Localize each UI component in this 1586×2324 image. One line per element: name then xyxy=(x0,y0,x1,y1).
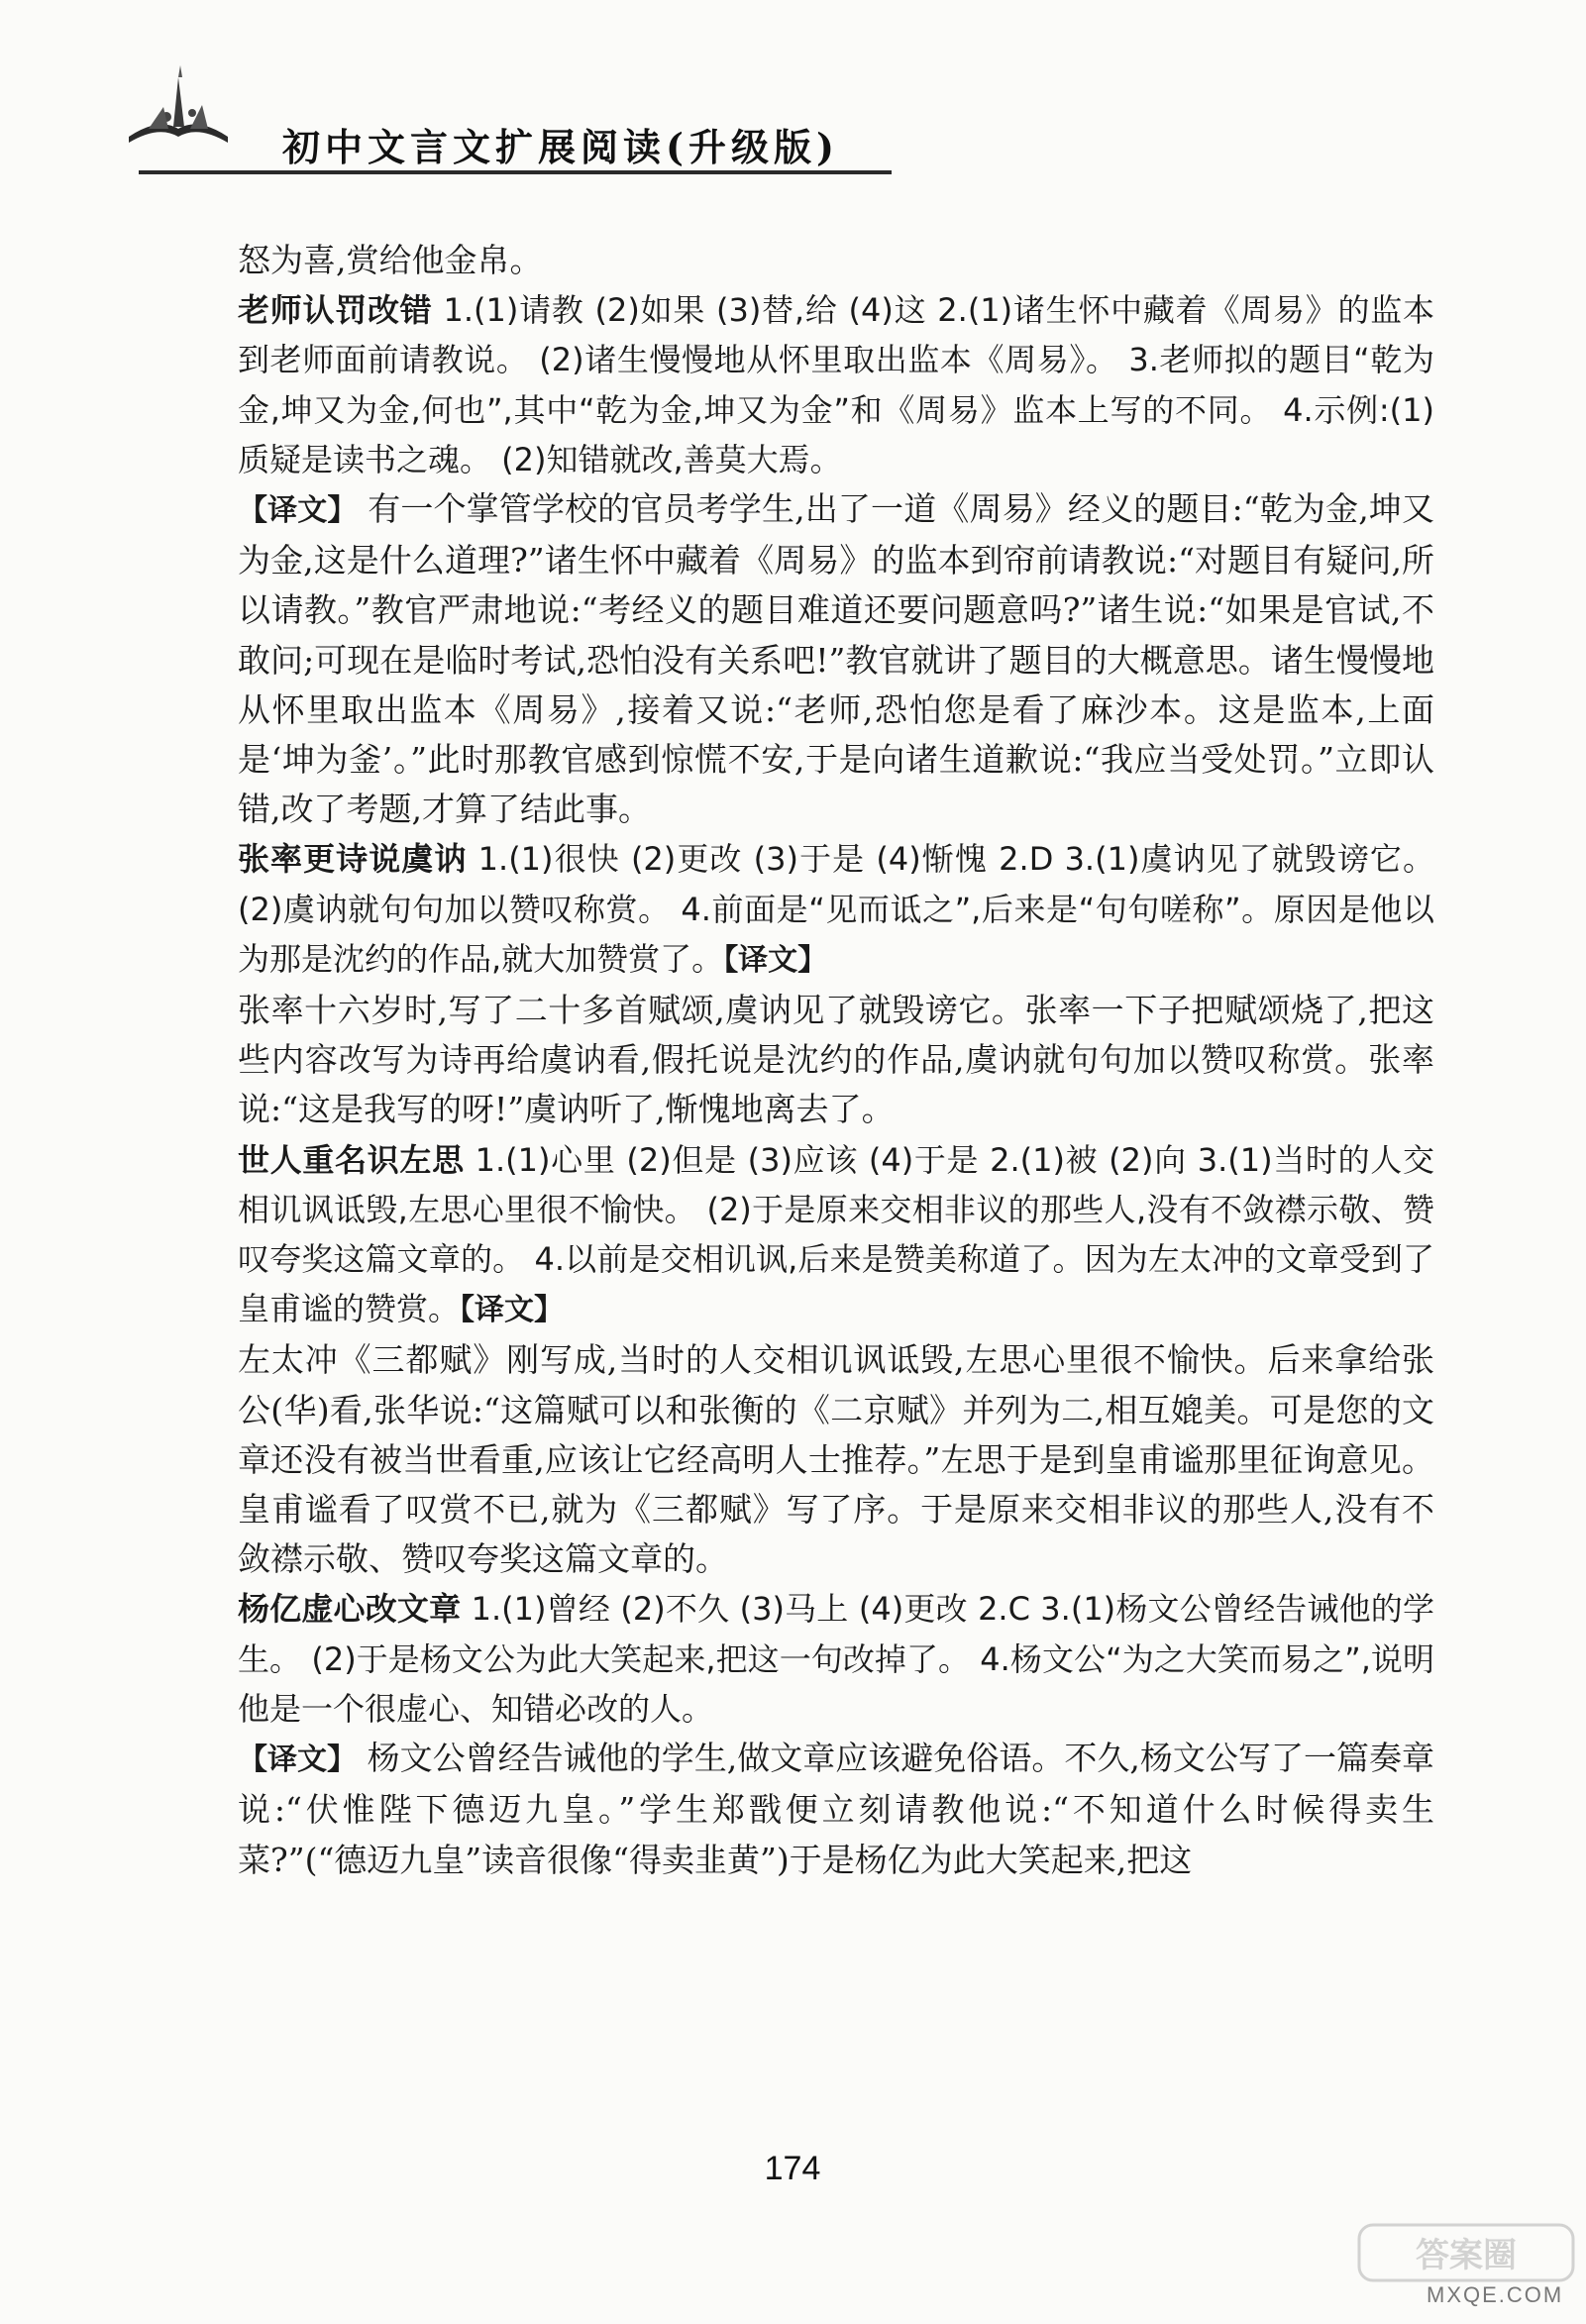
watermark-text: MXQE.COM xyxy=(1427,2282,1564,2307)
translation-tag: 【译文】 xyxy=(460,1293,565,1328)
page-number: 174 xyxy=(764,2150,821,2187)
section-answers: 1.(1)请教 (2)如果 (3)替,给 (4)这 2.(1)诸生怀中藏着《周易》的监本到老师面前请教说。 (2)诸生慢慢地从怀里取出监本《周易》。 3.老师拟的题目“乾为金,坤又为金,何也”,其中“乾为金,坤又为金”和《周易》监本上写的不同。 4.示例:(1)质疑是读书之魂。 (2)知错就改,善莫大焉。 xyxy=(238,291,1434,478)
intro-text: 怒为喜,赏给他金帛。 xyxy=(238,241,543,279)
section-title: 老师认罚改错 xyxy=(238,291,433,330)
section-title: 杨亿虚心改文章 xyxy=(238,1590,462,1629)
answer-content xyxy=(238,236,1434,1885)
section-teacher-corrects xyxy=(238,285,1434,834)
section-zhang-shuai xyxy=(238,834,1434,1134)
intro-line xyxy=(238,236,1434,285)
section-title: 张率更诗说虞讷 xyxy=(238,840,468,879)
section-answers: 1.(1)很快 (2)更改 (3)于是 (4)惭愧 2.D 3.(1)虞讷见了就毁谤它。 (2)虞讷就句句加以赞叹称赏。 4.前面是“见而诋之”,后来是“句句嗟称”。原因是他以为那是沈约的作品,就大加赞赏了。 xyxy=(238,840,1434,978)
section-answers: 1.(1)曾经 (2)不久 (3)马上 (4)更改 2.C 3.(1)杨文公曾经告诫他的学生。 (2)于是杨文公为此大笑起来,把这一句改掉了。 4.杨文公“为之大笑而易之”,说明他是一个很虚心、知错必改的人。 xyxy=(238,1590,1434,1728)
book-logo-icon xyxy=(119,57,238,147)
section-translation: 张率十六岁时,写了二十多首赋颂,虞讷见了就毁谤它。张率一下子把赋颂烧了,把这些内容改写为诗再给虞讷看,假托说是沈约的作品,虞讷就句句加以赞叹称赏。张率说:“这是我写的呀!”虞讷听了,惭愧地离去了。 xyxy=(238,991,1434,1129)
section-yang-yi xyxy=(238,1584,1434,1884)
watermark-glyph: 答案圈 xyxy=(1416,2236,1517,2275)
section-translation: 杨文公曾经告诫他的学生,做文章应该避免俗语。不久,杨文公写了一篇奏章说:“伏惟陛下德迈九皇。”学生郑戬便立刻请教他说:“不知道什么时候得卖生菜?”(“德迈九皇”读音很像“得卖韭黄”)于是杨亿为此大笑起来,把这 xyxy=(238,1739,1434,1879)
section-zuo-si xyxy=(238,1135,1434,1585)
translation-tag: 【译文】 xyxy=(238,493,358,529)
section-translation: 有一个掌管学校的官员考学生,出了一道《周易》经义的题目:“乾为金,坤又为金,这是什么道理?”诸生怀中藏着《周易》的监本到帘前请教说:“对题目有疑问,所以请教。”教官严肃地说:“考经义的题目难道还要问题意吗?”诸生说:“如果是官试,不敢问;可现在是临时考试,恐怕没有关系吧!”教官就讲了题目的大概意思。诸生慢慢地从怀里取出监本《周易》,接着又说:“老师,恐怕您是看了麻沙本。这是监本,上面是‘坤为釜’。”此时那教官感到惊慌不安,于是向诸生道歉说:“我应当受处罚。”立即认错,改了考题,才算了结此事。 xyxy=(238,489,1435,829)
section-answers: 1.(1)心里 (2)但是 (3)应该 (4)于是 2.(1)被 (2)向 3.(1)当时的人交相讥讽诋毁,左思心里很不愉快。 (2)于是原来交相非议的那些人,没有不敛襟示敬、赞叹夸奖这篇文章的。 4.以前是交相讥讽,后来是赞美称道了。因为左太冲的文章受到了皇甫谧的赞赏。 xyxy=(238,1140,1434,1328)
translation-tag: 【译文】 xyxy=(238,1743,358,1778)
book-title: 初中文言文扩展阅读(升级版) xyxy=(282,125,839,169)
header-rule xyxy=(139,170,892,174)
watermark-logo-icon xyxy=(1357,2219,1575,2288)
section-title: 世人重名识左思 xyxy=(238,1140,465,1179)
translation-tag: 【译文】 xyxy=(723,942,828,978)
section-translation: 左太冲《三都赋》刚写成,当时的人交相讥讽诋毁,左思心里很不愉快。后来拿给张公(华)看,张华说:“这篇赋可以和张衡的《二京赋》并列为二,相互媲美。可是您的文章还没有被当世看重,应该让它经高明人士推荐。”左思于是到皇甫谧那里征询意见。皇甫谧看了叹赏不已,就为《三都赋》写了序。于是原来交相非议的那些人,没有不敛襟示敬、赞叹夸奖这篇文章的。 xyxy=(238,1340,1434,1579)
page-header xyxy=(0,0,1586,198)
